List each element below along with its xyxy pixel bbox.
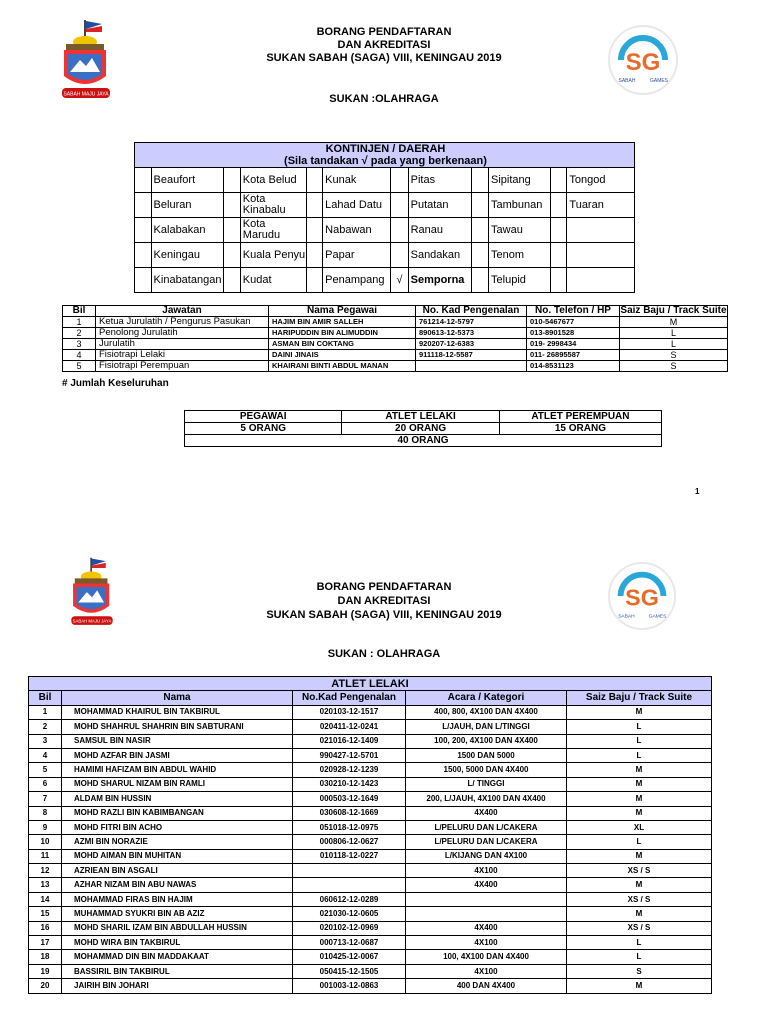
district-checkbox[interactable] [472,168,489,193]
atlet-acara: 100, 200, 4X100 DAN 4X400 [406,734,567,748]
atlet-row [29,979,712,993]
pegawai-nama: HAJIM BIN AMIR SALLEH [269,317,416,328]
district-name: Kota Belud [240,168,306,193]
atlet-saiz: XS / S [567,864,712,878]
district-checkbox[interactable] [472,243,489,268]
pegawai-ic: 920207-12-6383 [416,339,527,350]
saga-logo-left-2: SABAH [618,614,635,620]
atlet-row [29,892,712,906]
atlet-bil: 5 [29,763,62,777]
atlet-acara: 4X100 [406,936,567,950]
atlet-lelaki-table [28,676,712,994]
district-checkbox[interactable] [550,193,567,218]
atlet-acara [406,892,567,906]
atlet-acara: L/PELURU DAN L/CAKERA [406,835,567,849]
kontinjen-row [135,268,635,293]
atlet-nama: BASSIRIL BIN TAKBIRUL [62,964,293,978]
atlet-ic: 001003-12-0863 [293,979,406,993]
kontinjen-body [135,168,635,293]
district-name: Pitas [408,168,472,193]
pegawai-telefon: 010-5467677 [527,317,620,328]
atlet-acara: L/PELURU DAN L/CAKERA [406,820,567,834]
district-checkbox[interactable] [306,193,323,218]
kontinjen-row [135,193,635,218]
saga-logo-right: GAMES [649,78,669,84]
district-name: Beluran [151,193,224,218]
atlet-bil: 7 [29,792,62,806]
atlet-acara: 4X100 [406,964,567,978]
atlet-acara: L/KIJANG DAN 4X100 [406,849,567,863]
pegawai-col-header: Bil [63,306,96,317]
atlet-nama: AZHAR NIZAM BIN ABU NAWAS [62,878,293,892]
atlet-bil: 11 [29,849,62,863]
district-name: Penampang [323,268,391,293]
atlet-ic: 050415-12-1505 [293,964,406,978]
atlet-bil: 14 [29,892,62,906]
district-name: Kinabatangan [151,268,224,293]
atlet-ic: 010118-12-0227 [293,849,406,863]
kontinjen-row [135,168,635,193]
atlet-ic: 021016-12-1409 [293,734,406,748]
atlet-nama: MOHD AIMAN BIN MUHITAN [62,849,293,863]
atlet-ic: 020411-12-0241 [293,720,406,734]
atlet-row [29,950,712,964]
atlet-col-bil: Bil [29,691,62,705]
pegawai-bil: 3 [63,339,96,350]
atlet-ic [293,878,406,892]
atlet-body [29,705,712,993]
district-checkbox[interactable] [135,243,152,268]
atlet-bil: 1 [29,705,62,719]
atlet-saiz: M [567,777,712,791]
atlet-saiz: L [567,950,712,964]
district-checkbox[interactable] [306,218,323,243]
district-checkbox[interactable] [224,193,241,218]
district-checkbox[interactable] [391,193,408,218]
district-name: Kuala Penyu [240,243,306,268]
atlet-bil: 16 [29,921,62,935]
pegawai-telefon: 014-8531123 [527,361,620,372]
form-title-line1-p2: BORANG PENDAFTARAN [316,581,452,593]
sukan-label: SUKAN :OLAHRAGA [329,93,439,105]
pegawai-bil: 2 [63,328,96,339]
kontinjen-header [135,143,635,168]
district-checkbox[interactable] [224,168,241,193]
atlet-acara: 4X400 [406,921,567,935]
pegawai-nama: KHAIRANI BINTI ABDUL MANAN [269,361,416,372]
district-name: Tenom [489,243,551,268]
summary-header-atlet-perempuan: ATLET PEREMPUAN [499,411,661,423]
atlet-bil: 9 [29,820,62,834]
atlet-nama: MUHAMMAD SYUKRI BIN AB AZIZ [62,907,293,921]
atlet-bil: 18 [29,950,62,964]
atlet-bil: 3 [29,734,62,748]
crest-motto: SABAH MAJU JAYA [63,91,109,98]
atlet-nama: SAMSUL BIN NASIR [62,734,293,748]
district-checkbox[interactable] [306,268,323,293]
summary-value-atlet-perempuan: 15 ORANG [499,423,661,435]
summary-table [184,410,662,447]
atlet-ic: 051018-12-0975 [293,820,406,834]
summary-header-atlet-lelaki: ATLET LELAKI [342,411,499,423]
atlet-ic: 000713-12-0687 [293,936,406,950]
pegawai-ic: 890613-12-5373 [416,328,527,339]
atlet-row [29,806,712,820]
atlet-saiz: M [567,806,712,820]
pegawai-col-header: No. Kad Pengenalan [416,306,527,317]
district-name: Papar [323,243,391,268]
pegawai-telefon: 011- 26895587 [527,350,620,361]
atlet-acara: L/JAUH, DAN L/TINGGI [406,720,567,734]
district-name: Tambunan [489,193,551,218]
jumlah-keseluruhan-label: # Jumlah Keseluruhan [62,378,169,389]
pegawai-body [63,317,728,372]
district-checkbox[interactable] [391,243,408,268]
pegawai-bil: 1 [63,317,96,328]
district-name: Semporna [408,268,472,293]
atlet-saiz: XS / S [567,892,712,906]
atlet-nama: ALDAM BIN HUSSIN [62,792,293,806]
district-name: Tuaran [567,193,635,218]
atlet-row [29,792,712,806]
atlet-row [29,907,712,921]
district-name: Sipitang [489,168,551,193]
pegawai-row [63,339,728,350]
district-name: Putatan [408,193,472,218]
atlet-nama: MOHD AZFAR BIN JASMI [62,748,293,762]
district-name: Kota Marudu [240,218,306,243]
atlet-saiz: L [567,720,712,734]
district-name: Lahad Datu [323,193,391,218]
district-name: Keningau [151,243,224,268]
pegawai-col-header: Jawatan [96,306,269,317]
atlet-ic: 000806-12-0627 [293,835,406,849]
atlet-ic: 010425-12-0067 [293,950,406,964]
atlet-saiz: XL [567,820,712,834]
pegawai-saiz: L [620,339,728,350]
atlet-row [29,705,712,719]
district-name: Ranau [408,218,472,243]
pegawai-saiz: L [620,328,728,339]
kontinjen-title: KONTINJEN / DAERAH [325,143,446,155]
atlet-bil: 13 [29,878,62,892]
district-name: Nabawan [323,218,391,243]
atlet-bil: 15 [29,907,62,921]
pegawai-jawatan: Jurulatih [96,339,269,350]
pegawai-jawatan: Fisiotrapi Lelaki [96,350,269,361]
district-name [567,218,635,243]
atlet-saiz: M [567,849,712,863]
atlet-acara: 4X400 [406,806,567,820]
atlet-bil: 12 [29,864,62,878]
pegawai-col-header: Saiz Baju / Track Suite [620,305,727,316]
atlet-bil: 6 [29,777,62,791]
atlet-saiz: S [567,964,712,978]
pegawai-row [63,317,728,328]
atlet-saiz: M [567,763,712,777]
saga-logo-right-2: GAMES [648,614,667,620]
atlet-saiz: L [567,936,712,950]
atlet-nama: MOHAMMAD KHAIRUL BIN TAKBIRUL [62,705,293,719]
kontinjen-row [135,218,635,243]
atlet-acara: 1500 DAN 5000 [406,748,567,762]
atlet-ic: 020102-12-0969 [293,921,406,935]
atlet-ic: 990427-12-5701 [293,748,406,762]
saga-logo-text-2: SG [625,584,659,611]
atlet-nama: MOHD WIRA BIN TAKBIRUL [62,936,293,950]
district-name: Tongod [567,168,635,193]
atlet-bil: 17 [29,936,62,950]
pegawai-row [63,361,728,372]
kontinjen-row [135,243,635,268]
pegawai-jawatan: Ketua Jurulatih / Pengurus Pasukan [96,317,269,328]
kontinjen-table [134,142,635,293]
atlet-acara: 400, 800, 4X100 DAN 4X400 [406,705,567,719]
atlet-row [29,820,712,834]
page-number: 1 [695,487,700,496]
form-title-line3-p2: SUKAN SABAH (SAGA) VIII, KENINGAU 2019 [266,609,502,621]
atlet-nama: HAMIMI HAFIZAM BIN ABDUL WAHID [62,763,293,777]
pegawai-table [62,305,728,372]
atlet-acara: 1500, 5000 DAN 4X400 [406,763,567,777]
district-checkbox[interactable] [391,218,408,243]
atlet-col-acara: Acara / Kategori [406,691,567,705]
atlet-nama: MOHAMMAD FIRAS BIN HAJIM [62,892,293,906]
atlet-saiz: XS / S [567,921,712,935]
pegawai-row [63,350,728,361]
district-checkbox[interactable] [224,268,241,293]
pegawai-ic: 911118-12-5587 [416,350,527,361]
atlet-ic: 020928-12-1239 [293,763,406,777]
district-checkbox[interactable] [472,268,489,293]
summary-value-atlet-lelaki: 20 ORANG [342,423,499,435]
atlet-row [29,734,712,748]
form-title-line1: BORANG PENDAFTARAN [316,26,452,38]
atlet-ic: 030210-12-1423 [293,777,406,791]
district-name: Kalabakan [151,218,224,243]
atlet-col-saiz: Saiz Baju / Track Suite [567,691,712,705]
district-checkbox[interactable] [306,168,323,193]
atlet-bil: 2 [29,720,62,734]
form-title-line2: DAN AKREDITASI [337,39,431,51]
district-checkbox[interactable] [550,243,567,268]
district-checkbox[interactable] [135,168,152,193]
atlet-nama: JAIRIH BIN JOHARI [62,979,293,993]
district-checkbox[interactable] [550,218,567,243]
saga-logo-left: SABAH [618,78,636,84]
pegawai-nama: HARIPUDDIN BIN ALIMUDDIN [269,328,416,339]
atlet-saiz: M [567,878,712,892]
summary-header-pegawai: PEGAWAI [185,411,342,423]
district-name: Telupid [489,268,551,293]
pegawai-bil: 4 [63,350,96,361]
district-checkbox[interactable] [391,168,408,193]
district-name: Tawau [489,218,551,243]
atlet-bil: 19 [29,964,62,978]
saga-games-logo-2 [607,561,677,631]
district-name: Kudat [240,268,306,293]
atlet-saiz: L [567,734,712,748]
atlet-saiz: M [567,979,712,993]
atlet-saiz: M [567,792,712,806]
atlet-ic: 000503-12-1649 [293,792,406,806]
atlet-row [29,720,712,734]
summary-total: 40 ORANG [185,435,662,447]
district-checkbox[interactable] [550,268,567,293]
district-checkbox[interactable] [135,268,152,293]
district-checkbox[interactable] [224,218,241,243]
saga-logo-text: SG [625,49,661,76]
district-name: Beaufort [151,168,224,193]
form-title-line3: SUKAN SABAH (SAGA) VIII, KENINGAU 2019 [266,52,502,64]
district-checkbox-checked[interactable]: √ [391,268,408,293]
district-name: Kota Kinabalu [240,193,306,218]
district-checkbox[interactable] [224,243,241,268]
atlet-acara: 400 DAN 4X400 [406,979,567,993]
district-name [567,268,635,293]
district-checkbox[interactable] [550,168,567,193]
district-name: Sandakan [408,243,472,268]
atlet-col-nama: Nama [62,691,293,705]
pegawai-header-row [63,306,728,317]
atlet-acara: L/ TINGGI [406,777,567,791]
pegawai-row [63,328,728,339]
pegawai-nama: DAINI JINAIS [269,350,416,361]
atlet-nama: MOHD SHAHRUL SHAHRIN BIN SABTURANI [62,720,293,734]
crest-motto-2: SABAH MAJU JAYA [72,618,112,624]
atlet-saiz: L [567,835,712,849]
district-name [567,243,635,268]
atlet-row [29,936,712,950]
atlet-bil: 20 [29,979,62,993]
district-checkbox[interactable] [472,218,489,243]
atlet-nama: MOHD RAZLI BIN KABIMBANGAN [62,806,293,820]
form-title-line2-p2: DAN AKREDITASI [337,595,431,607]
atlet-ic: 021030-12-0605 [293,907,406,921]
atlet-row [29,878,712,892]
atlet-nama: AZRIEAN BIN ASGALI [62,864,293,878]
pegawai-col-header: No. Telefon / HP [527,306,620,317]
atlet-nama: MOHD SHARIL IZAM BIN ABDULLAH HUSSIN [62,921,293,935]
atlet-row [29,849,712,863]
atlet-acara [406,907,567,921]
saga-games-logo [607,24,679,96]
atlet-acara: 200, L/JAUH, 4X100 DAN 4X400 [406,792,567,806]
atlet-col-ic: No.Kad Pengenalan [293,691,406,705]
atlet-ic: 060612-12-0289 [293,892,406,906]
atlet-ic: 030608-12-1669 [293,806,406,820]
pegawai-telefon: 013-8901528 [527,328,620,339]
summary-value-pegawai: 5 ORANG [185,423,342,435]
atlet-saiz: M [567,705,712,719]
atlet-acara: 4X400 [406,878,567,892]
pegawai-bil: 5 [63,361,96,372]
pegawai-ic: 761214-12-5797 [416,317,527,328]
atlet-bil: 10 [29,835,62,849]
atlet-table-title: ATLET LELAKI [29,677,712,691]
atlet-row [29,964,712,978]
pegawai-col-header: Nama Pegawai [269,306,416,317]
atlet-acara: 100, 4X100 DAN 4X400 [406,950,567,964]
atlet-row [29,921,712,935]
atlet-ic [293,864,406,878]
atlet-nama: MOHD SHARUL NIZAM BIN RAMLI [62,777,293,791]
atlet-row [29,777,712,791]
atlet-row [29,864,712,878]
pegawai-telefon: 019- 2998434 [527,339,620,350]
district-checkbox[interactable] [135,218,152,243]
district-checkbox[interactable] [306,243,323,268]
atlet-acara: 4X100 [406,864,567,878]
atlet-row [29,763,712,777]
district-name: Kunak [323,168,391,193]
atlet-nama: MOHAMMAD DIN BIN MADDAKAAT [62,950,293,964]
kontinjen-note: (Sila tandakan √ pada yang berkenaan) [284,155,487,167]
pegawai-nama: ASMAN BIN COKTANG [269,339,416,350]
atlet-saiz: L [567,748,712,762]
atlet-nama: AZMI BIN NORAZIE [62,835,293,849]
pegawai-ic [416,361,527,372]
atlet-nama: MOHD FITRI BIN ACHO [62,820,293,834]
atlet-ic: 020103-12-1517 [293,705,406,719]
atlet-bil: 8 [29,806,62,820]
district-checkbox[interactable] [472,193,489,218]
pegawai-jawatan: Fisiotrapi Perempuan [96,361,269,372]
atlet-saiz: M [567,907,712,921]
pegawai-saiz: M [620,317,728,328]
atlet-row [29,835,712,849]
atlet-row [29,748,712,762]
district-checkbox[interactable] [135,193,152,218]
pegawai-jawatan: Penolong Jurulatih [96,328,269,339]
pegawai-saiz: S [620,361,728,372]
pegawai-saiz: S [620,350,728,361]
sukan-label-p2: SUKAN : OLAHRAGA [327,648,441,660]
atlet-bil: 4 [29,748,62,762]
